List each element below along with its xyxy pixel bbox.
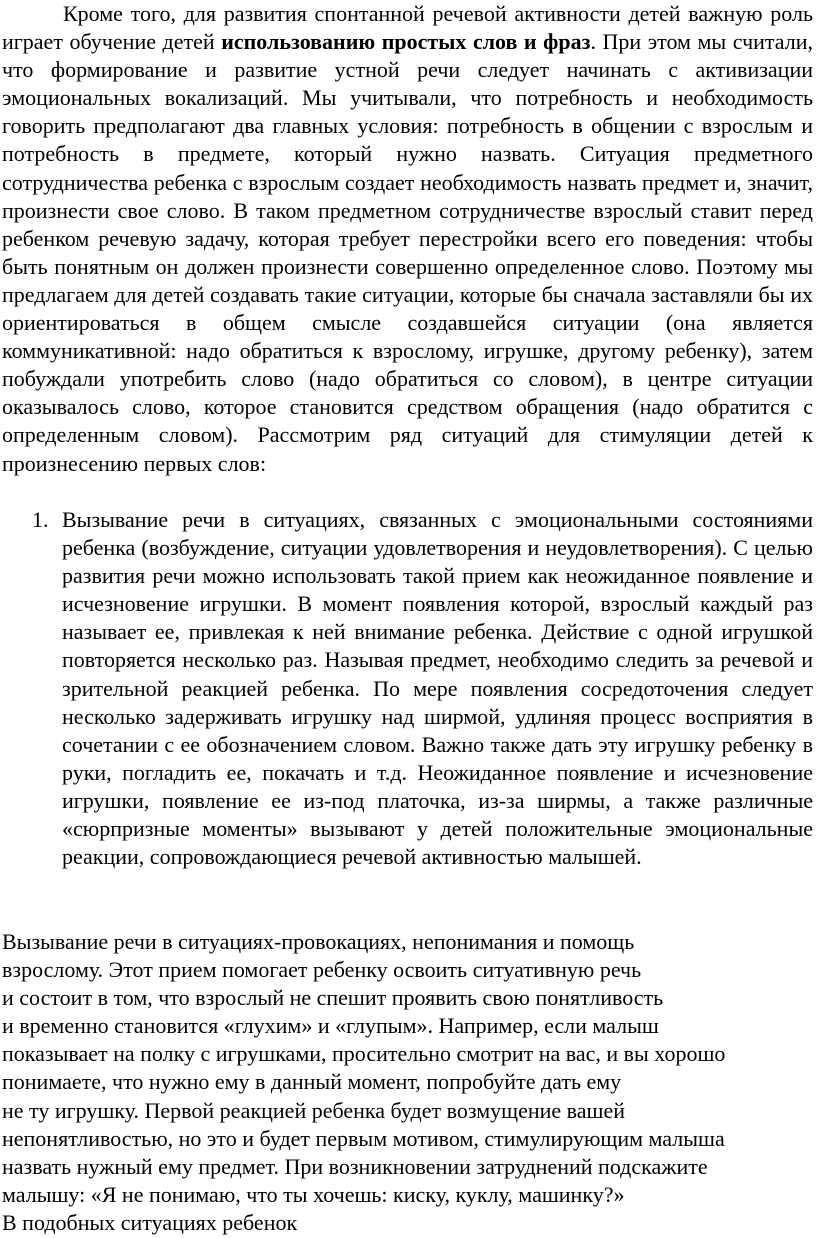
text-line: и состоит в том, что взрослый не спешит проявить свою понятливость (2, 985, 664, 1011)
numbered-list (0, 506, 813, 871)
text-line: взрослому. Этот прием помогает ребенку освоить ситуативную речь (2, 957, 642, 983)
list-item-number: 1. (32, 507, 49, 532)
list-item (0, 506, 813, 871)
paragraph-intro-text-start: Кроме того, для развития спонтанной речевой активности детей важную роль играет обучение детей (2, 1, 813, 55)
text-line: малышу: «Я не понимаю, что ты хочешь: киску, куклу, машинку?» (2, 1181, 625, 1207)
paragraph-provocation (2, 928, 813, 1237)
paragraph-intro (2, 0, 813, 478)
text-line: назвать нужный ему предмет. При возникновении затруднений подскажите (2, 1153, 708, 1179)
text-line: показывает на полку с игрушками, просительно смотрит на вас, и вы хорошо (2, 1041, 726, 1067)
paragraph-intro-bold-phrase: использованию простых слов и фраз (221, 29, 591, 55)
text-line: В подобных ситуациях ребенок (2, 1209, 298, 1235)
text-line: понимаете, что нужно ему в данный момент, попробуйте дать ему (2, 1069, 622, 1095)
text-line: не ту игрушку. Первой реакцией ребенка будет возмущение вашей (2, 1097, 625, 1123)
paragraph-intro-text-end: . При этом мы считали, что формирование и развитие устной речи следует начинать с активизации эмоциональных вокализаций. Мы учитывали, что потребность и необходимость говорить предполагают два главных условия: потребность в общении с взрослым и потребность в предмете, который нужно назвать. Ситуация предметного сотрудничества ребенка с взрослым создает необходимость назвать предмет и, значит, произнести свое слово. В таком предметном сотрудничестве взрослый ставит перед ребенком речевую задачу, которая требует перестройки всего его поведения: чтобы быть понятным он должен произнести совершенно определенное слово. Поэтому мы предлагаем для детей создавать такие ситуации, которые бы сначала заставляли бы их ориентироваться в общем смысле создавшейся ситуации (она является коммуникативной: надо обратиться к взрослому, игрушке, другому ребенку), затем побуждали употребить слово (надо обратиться со словом), в центре ситуации оказывалось слово, которое становится средством обращения (надо обратится с определенным словом). Рассмотрим ряд ситуаций для стимуляции детей к произнесению первых слов: (2, 29, 814, 476)
text-line: непонятливостью, но это и будет первым мотивом, стимулирующим малыша (2, 1125, 725, 1151)
list-item-text: Вызывание речи в ситуациях, связанных с эмоциональными состояниями ребенка (возбуждение, ситуации удовлетворения и неудовлетворения). С целью развития речи можно использовать такой прием как неожиданное появление и исчезновение игрушки. В момент появления которой, взрослый каждый раз называет ее, привлекая к ней внимание ребенка. Действие с одной игрушкой повторяется несколько раз. Называя предмет, необходимо следить за речевой и зрительной реакцией ребенка. По мере появления сосредоточения следует несколько задерживать игрушку над ширмой, удлиняя процесс восприятия в сочетании с ее обозначением словом. Важно также дать эту игрушку ребенку в руки, погладить ее, покачать и т.д. Неожиданное появление и исчезновение игрушки, появление ее из-под платочка, из-за ширмы, а также различные «сюрпризные моменты» вызывают у детей положительные эмоциональные реакции, сопровождающиеся речевой активностью малышей. (62, 507, 813, 870)
text-line: Вызывание речи в ситуациях-провокациях, непонимания и помощь (2, 929, 635, 954)
text-line: и временно становится «глухим» и «глупым». Например, если малыш (2, 1013, 659, 1039)
